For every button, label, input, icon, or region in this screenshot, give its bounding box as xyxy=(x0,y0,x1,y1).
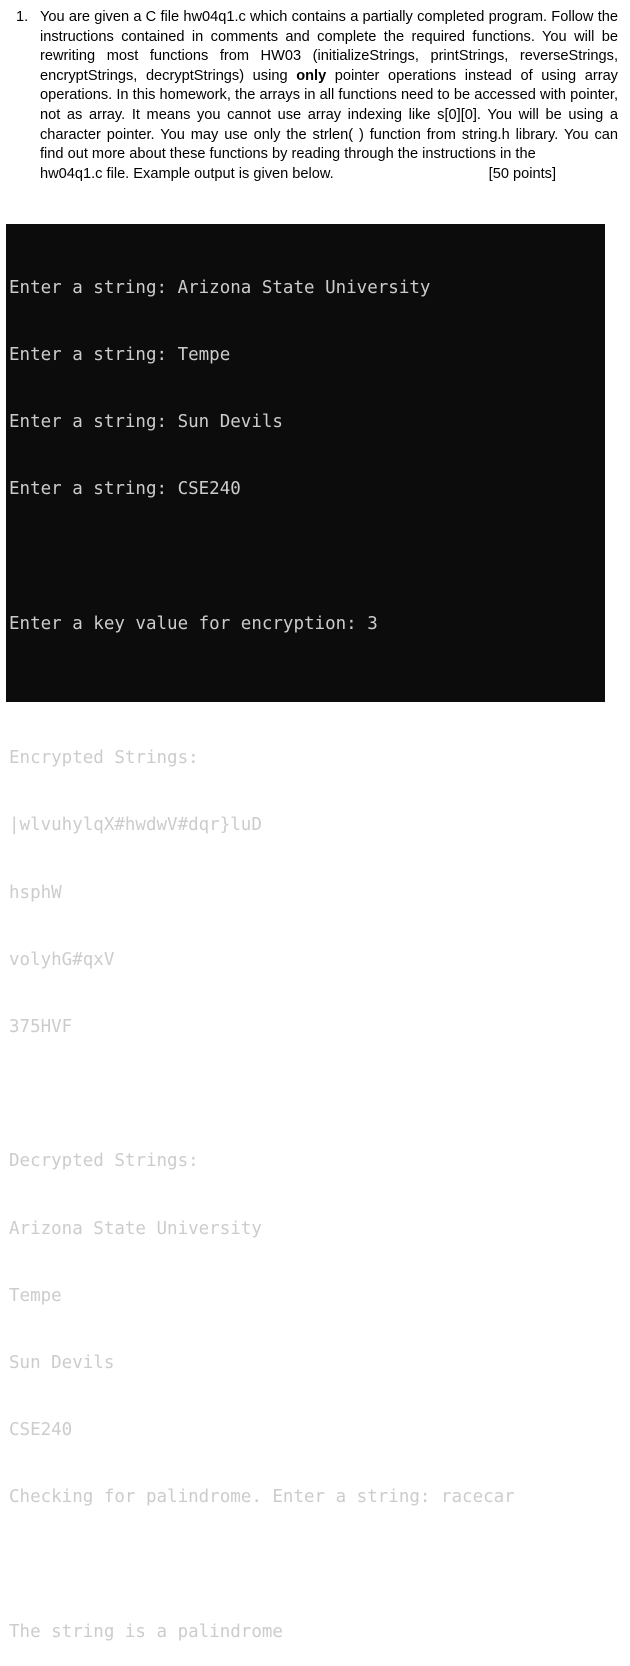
terminal-encrypted-line: volyhG#qxV xyxy=(9,949,115,970)
terminal-blank-line xyxy=(9,546,605,568)
terminal-palindrome-result: The string is a palindrome xyxy=(9,1621,283,1642)
terminal-encrypted-line: hsphW xyxy=(9,882,62,903)
terminal-input-line: Enter a string: Sun Devils xyxy=(9,412,283,433)
terminal-encrypted-line: |wlvuhylqX#hwdwV#dqr}luD xyxy=(9,815,262,836)
terminal-decrypted-line: Tempe xyxy=(9,1285,62,1306)
terminal-decrypted-line: Arizona State University xyxy=(9,1218,262,1239)
terminal-palindrome-prompt: Checking for palindrome. Enter a string: racecar xyxy=(9,1487,515,1508)
terminal-input-line: Enter a string: Arizona State University xyxy=(9,277,431,298)
question-points: [50 points] xyxy=(488,165,556,182)
question-text-part-1: You are given a C file hw04q1.c which contains a partially completed program. Follow the instructions contained in comments and complete the required functions. You will be rewriting most functions from HW03 (initializeStrings, printStrings, reverseStrings, encryptStrings, decryptStrings) using xyxy=(40,9,618,84)
question-text xyxy=(40,8,618,184)
terminal-encrypted-heading: Encrypted Strings: xyxy=(9,748,199,769)
terminal-key-prompt: Enter a key value for encryption: 3 xyxy=(9,613,378,634)
question-number: 1. xyxy=(16,9,29,25)
terminal-decrypted-line: CSE240 xyxy=(9,1420,73,1441)
terminal-output xyxy=(6,224,605,1642)
terminal-input-line: Enter a string: Tempe xyxy=(9,345,231,366)
terminal-decrypted-line: Sun Devils xyxy=(9,1353,115,1374)
question-last-line-text: hw04q1.c file. Example output is given below. xyxy=(40,165,334,182)
question-text-part-2: pointer operations instead of using array operations. In this homework, the arrays in all functions need to be accessed with pointer, not as array. It means you cannot use array indexing like s[0][0]. You will be using a character pointer. You may use only the strlen( ) function from string.h library. You can find out more about these functions by reading through the instructions in the xyxy=(40,67,618,163)
terminal-blank-line xyxy=(9,1554,605,1576)
terminal-blank-line xyxy=(9,680,605,702)
question-last-line xyxy=(40,165,618,185)
question-bold-word: only xyxy=(296,67,327,84)
terminal-input-line: Enter a string: CSE240 xyxy=(9,479,241,500)
terminal-blank-line xyxy=(9,1083,605,1105)
terminal-encrypted-line: 375HVF xyxy=(9,1017,73,1038)
question-block xyxy=(16,8,618,184)
terminal-decrypted-heading: Decrypted Strings: xyxy=(9,1151,199,1172)
